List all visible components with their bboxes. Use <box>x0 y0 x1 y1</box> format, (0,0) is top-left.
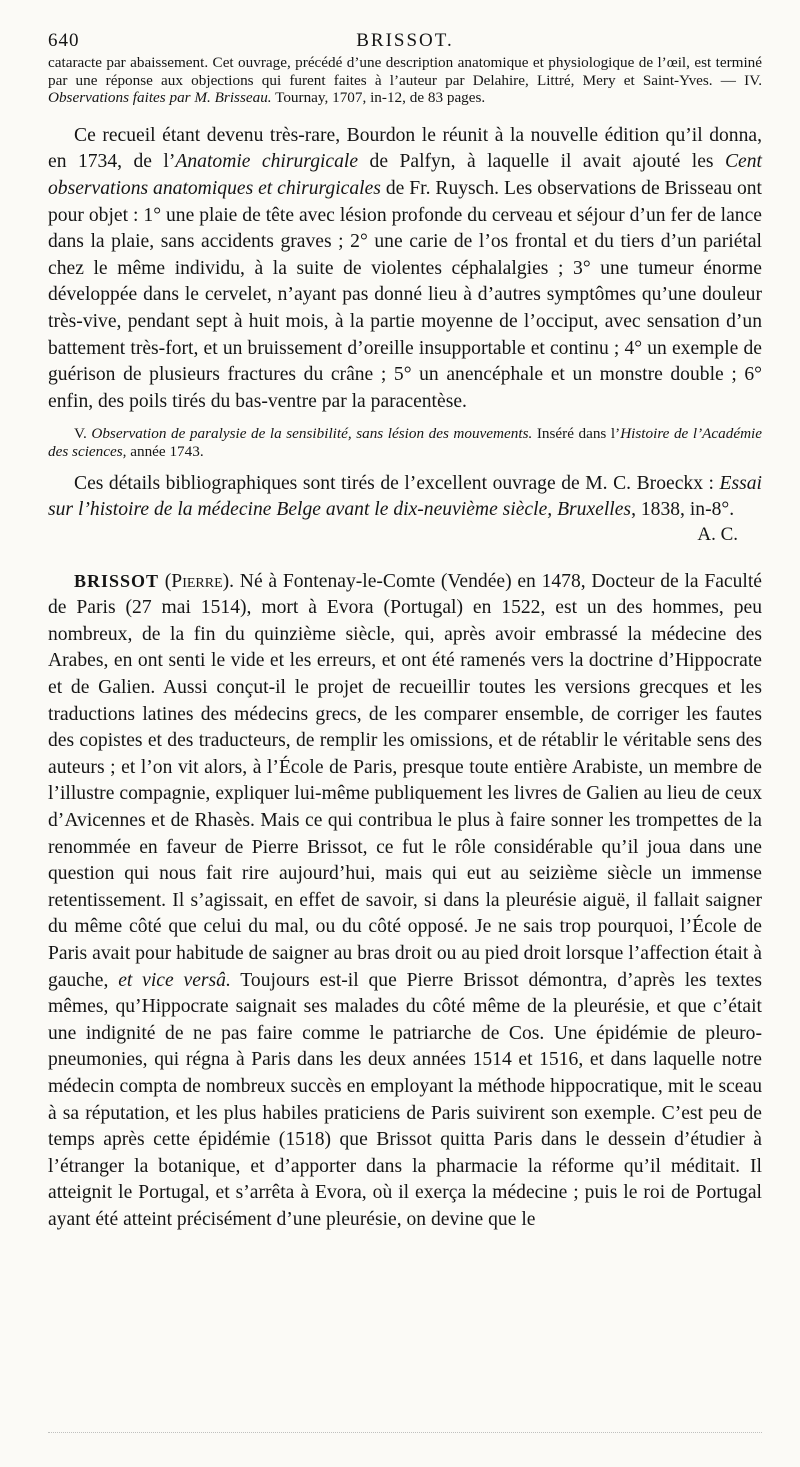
italic-title: Observations faites par M. Brisseau. <box>48 89 272 107</box>
paragraph-brissot-pierre <box>48 568 762 1234</box>
running-title: BRISSOT. <box>356 30 454 51</box>
italic-title: Observation de paralysie de la sensibilité, sans lésion des mouvements. <box>91 425 533 443</box>
paragraph-cataracte <box>48 54 762 107</box>
entry-headword: BRISSOT <box>74 570 160 591</box>
text-run: Né à Fontenay-le-Comte (Vendée) en 1478, Docteur de la Faculté de Paris (27 mai 1514), mort à Evora (Portugal) en 1522, est un des hommes, peu nombreux, de la fin du quinzième siècle, qui, après avoir embrassé la médecine des Arabes, en ont senti le vide et les erreurs, et ont été ramenés vers la doctrine d’Hippocrate et de Galien. Aussi conçut-il le projet de recueillir toutes les versions grecques et les traductions latines des médecins grecs, de les comparer ensemble, de corriger les fautes des copistes et des traducteurs, de remplir les omissions, et de rétablir le véritable sens des auteurs ; et l’on vit alors, à l’École de Paris, presque toute entière Arabiste, un membre de l’illustre compagnie, expliquer lui-même publiquement les livres de Galien au lieu de ceux d’Avicennes et de Rhasès. Mais ce qui contribua le plus à faire sonner les trompettes de la renommée en faveur de Pierre Brissot, ce fut le rôle considérable qu’il joua dans une question qui nous fait rire aujourd’hui, mais qui eut au seizième siècle un immense retentissement. Il s’agissait, en effet de savoir, si dans la pleurésie aiguë, il fallait saigner du même côté que celui du mal, ou du côté opposé. Je ne sais trop pourquoi, l’École de Paris avait pour habitude de saigner au bras droit ou au pied droit lorsque l’affection était à gauche, <box>48 570 762 991</box>
text-run: Toujours est-il que Pierre Brissot démontra, d’après les textes mêmes, qu’Hippocrate saignait ses malades du côté même de la pleurésie, et que c’était une indignité de ne pas faire comme le patriarche de Cos. Une épidémie de pleuro-pneumonies, qui régna à Paris dans les deux années 1514 et 1516, et dans laquelle notre médecin compta de nombreux succès en employant la méthode hippocratique, mit le sceau à sa réputation, et les plus habiles praticiens de Paris suivirent son exemple. C’est peu de temps après cette épidémie (1518) que Brissot quitta Paris dans le dessein d’étudier à l’étranger la botanique, et d’apporter dans la pharmacie la réforme qu’il méditait. Il atteignit le Portugal, et s’arrêta à Evora, où il exerça la médecine ; puis le roi de Portugal ayant été atteint précisément d’une pleurésie, on devine que le <box>48 969 762 1230</box>
scan-bottom-artifact <box>48 1432 762 1433</box>
text-run: cataracte par abaissement. Cet ouvrage, précédé d’une description anatomique et physiologique de l’œil, est terminé par une réponse aux objections qui furent faites à l’auteur par Delahire, Littré, Mery et Saint-Yves. — IV. <box>48 54 762 89</box>
text-run: , 1838, in-8°. <box>631 499 735 521</box>
italic-title: Anatomie chirurgicale <box>175 151 359 173</box>
paragraph-observation-v <box>48 425 762 460</box>
text-run: Tournay, 1707, in-12, de 83 pages. <box>271 89 486 107</box>
italic-title: Histoire de l’Académie des sciences <box>48 425 763 460</box>
author-signature: A. C. <box>697 523 738 545</box>
text-run: V. <box>74 425 92 443</box>
text-run: de Palfyn, à laquelle il avait ajouté les <box>358 151 725 173</box>
entry-forename: (Pierre). <box>164 570 235 592</box>
text-run: Inséré dans l’ <box>532 425 621 443</box>
paragraph-recueil <box>48 123 762 416</box>
text-run: Ce recueil étant devenu très-rare, Bourdon le réunit à la nouvelle édition qu’il donna, en 1734, de l’ <box>48 124 762 173</box>
italic-title: Essai sur l’histoire de la médecine Belge avant le dix-neuvième siècle, Bruxelles <box>48 472 762 521</box>
text-run: de Fr. Ruysch. Les observations de Brisseau ont pour objet : 1° une plaie de tête avec lésion profonde du cerveau et séjour d’un fer de lance dans la plaie, sans accidents graves ; 2° une carie de l’os frontal et du tiers d’un pariétal chez le même individu, à la suite de violentes céphalalgies ; 3° une tumeur énorme développée dans le cervelet, n’ayant pas donné lieu à d’autres symptômes qu’une douleur très-vive, pendant sept à huit mois, à la partie moyenne de l’occiput, avec sensation d’un battement très-fort, et un bruissement d’oreille insupportable et continu ; 4° un exemple de guérison de plusieurs fractures du crâne ; 5° un anencéphale et un monstre double ; 6° enfin, des poils tirés du bas-ventre par la paracentèse. <box>48 177 762 412</box>
text-run: Ces détails bibliographiques sont tirés de l’excellent ouvrage de M. C. Broeckx : <box>74 472 720 494</box>
italic-phrase: et vice versâ. <box>118 969 231 991</box>
italic-title: Cent observations anatomiques et chirurgicales <box>48 151 762 199</box>
paragraph-bibliographie <box>48 471 762 524</box>
page-number: 640 <box>48 30 80 51</box>
text-run: , année 1743. <box>122 442 204 460</box>
page-header <box>48 30 762 54</box>
